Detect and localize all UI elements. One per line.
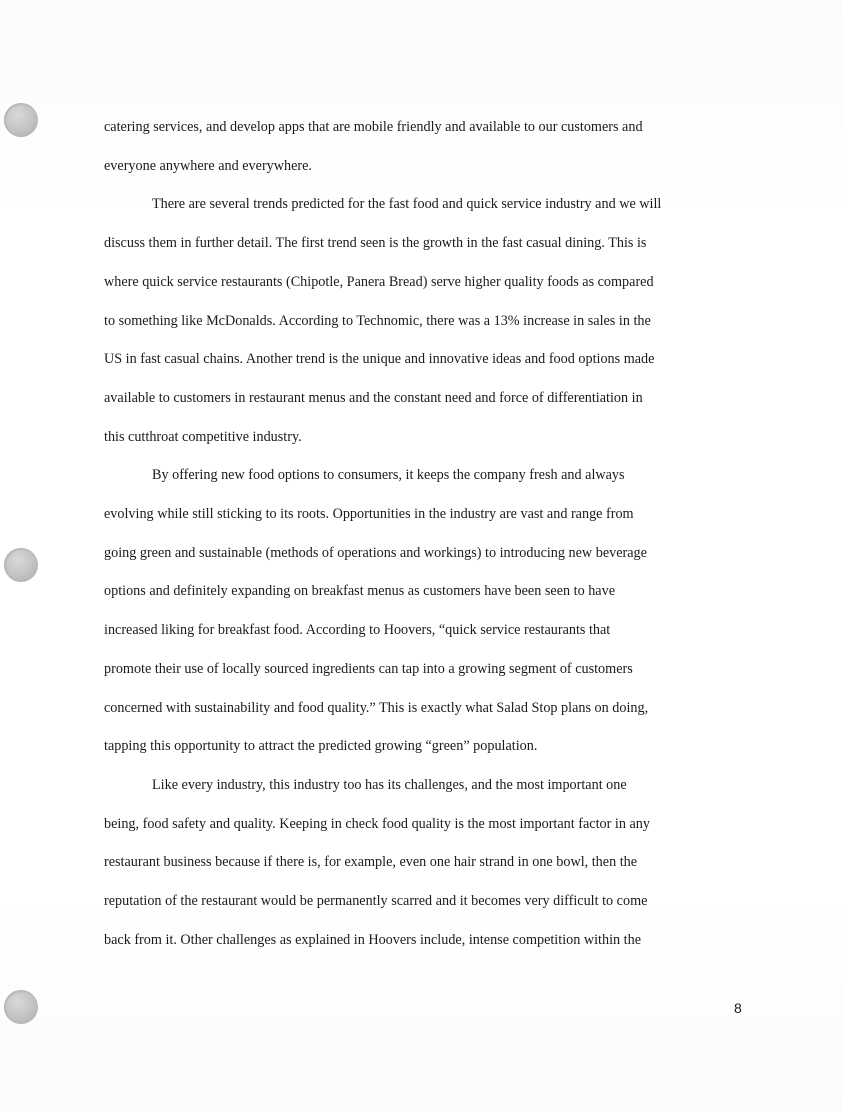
text-line: tapping this opportunity to attract the predicted growing “green” population.: [104, 738, 538, 755]
text-line: evolving while still sticking to its roots. Opportunities in the industry are vast and range from: [104, 506, 634, 523]
text-line: this cutthroat competitive industry.: [104, 428, 302, 445]
paragraph-start-line: Like every industry, this industry too has its challenges, and the most important one: [152, 776, 627, 793]
text-line: increased liking for breakfast food. According to Hoovers, “quick service restaurants that: [104, 622, 611, 639]
text-line: options and definitely expanding on breakfast menus as customers have been seen to have: [104, 583, 615, 600]
text-line: discuss them in further detail. The first trend seen is the growth in the fast casual dining. This is: [104, 235, 647, 252]
binder-hole-middle: [4, 548, 38, 582]
text-line: where quick service restaurants (Chipotle, Panera Bread) serve higher quality foods as compared: [104, 273, 654, 290]
text-line: restaurant business because if there is, for example, even one hair strand in one bowl, then the: [104, 854, 638, 871]
text-line: reputation of the restaurant would be permanently scarred and it becomes very difficult to come: [104, 893, 648, 910]
binder-hole-top: [4, 103, 38, 137]
text-line: US in fast casual chains. Another trend is the unique and innovative ideas and food options made: [104, 351, 655, 368]
text-line: catering services, and develop apps that are mobile friendly and available to our customers and: [104, 119, 643, 135]
text-line: concerned with sustainability and food quality.” This is exactly what Salad Stop plans on doing,: [104, 699, 649, 716]
page-number: 8: [734, 1000, 742, 1016]
text-line: available to customers in restaurant menus and the constant need and force of differentiation in: [104, 389, 643, 406]
binder-hole-bottom: [4, 990, 38, 1024]
text-line: promote their use of locally sourced ingredients can tap into a growing segment of customers: [104, 660, 633, 677]
text-line: back from it. Other challenges as explained in Hoovers include, intense competition within the: [104, 931, 642, 948]
text-line: to something like McDonalds. According to Technomic, there was a 13% increase in sales in the: [104, 312, 651, 329]
paragraph-start-line: By offering new food options to consumers, it keeps the company fresh and always: [152, 467, 625, 484]
body-text: [104, 108, 744, 959]
paragraph-start-line: There are several trends predicted for the fast food and quick service industry and we will: [152, 196, 662, 213]
text-line: going green and sustainable (methods of operations and workings) to introducing new beverage: [104, 544, 647, 561]
text-line: everyone anywhere and everywhere.: [104, 157, 312, 174]
text-line: being, food safety and quality. Keeping in check food quality is the most important factor in any: [104, 815, 650, 832]
